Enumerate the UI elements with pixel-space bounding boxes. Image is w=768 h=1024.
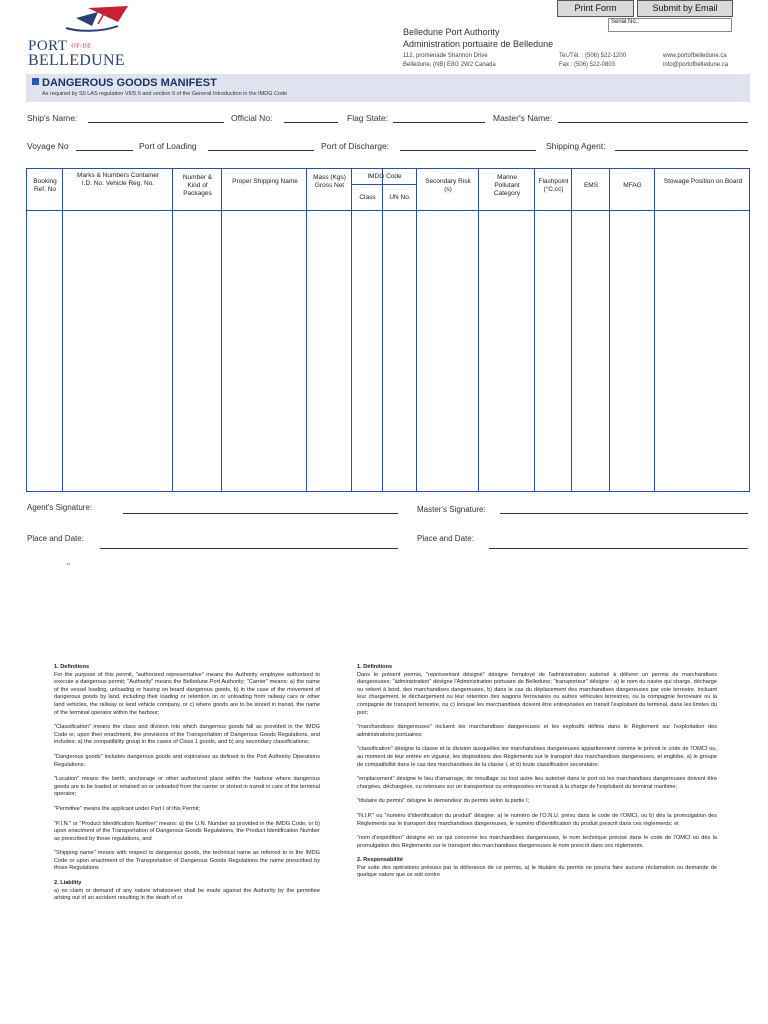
table-column-mass[interactable] xyxy=(307,169,352,491)
terms-paragraph xyxy=(54,724,320,747)
terms-text: "Location" means the berth, anchorage or other authorized place within the harbour where dangerous goods are to be loaded or retained on or unloaded from the carrier or stored in transit in care of the terminal operator; xyxy=(54,776,320,798)
header-marine-pollutant: Marine Pollutant Category xyxy=(493,174,521,197)
authority-phone: Tel./Tél. : (506) 522-1200 Fax : (506) 522-0803 xyxy=(559,53,627,68)
header-mfag: MFAG xyxy=(623,182,642,189)
flag-state-input[interactable] xyxy=(393,113,485,123)
port-of-discharge-input[interactable] xyxy=(400,141,536,151)
ships-name-label: Ship's Name: xyxy=(27,113,78,123)
terms-text: Par suite des opérations prévues par la délivrance de ce permis, a) le titulaire du permis ne pourra faire aucune réclamation ou demande de quelque nature que ce soit contre xyxy=(357,864,717,879)
header-booking: Booking Ref. No xyxy=(33,178,57,193)
terms-english xyxy=(54,664,320,910)
ships-name-input[interactable] xyxy=(88,113,224,123)
terms-text: Dans le présent permis, "représentant désigné" désigne l'employé de l'administration autorisé à délivrer un permis de marchandises dangereuses; "administration" désigne l'Administration portuaire de Belledune; "transporteur" désigne : a) le nom du navire qui charge, décharge ou retient à bord, des marchandises dangereuses, b) dans le cas du déplacement des marchandises dangereuses par voie terrestre, incluant leur chargement, le déchargement ou leur rétention des wagons ferroviaires ou autres véhicules terrestres, ou la compagnie ferroviaire ou la compagnie de transport terrestre, ou c) lorsque les marchandises doivent être entreposées en transit l'exploitant du terminal, dans les limites du port; xyxy=(357,671,717,716)
terms-paragraph xyxy=(54,850,320,873)
terms-paragraph xyxy=(357,776,717,791)
header-flashpoint: Flashpoint (°C.cc) xyxy=(538,178,569,193)
title-square-icon xyxy=(32,78,39,85)
masters-name-input[interactable] xyxy=(558,113,748,123)
terms-text: "P.I.N." or "Product Identification Number" means: a) the U.N. Number as provided in the IMDG Code, or b) upon enactment of the Transportation of Dangerous Goods Regulations, the Product Identification Number as prescribed by those regulations, and xyxy=(54,820,320,842)
imdg-divider xyxy=(352,184,417,185)
header-marks: Marks & Numbers Container I.D. No. Vehicle Reg. No. xyxy=(77,172,159,187)
header-un-no: UN No. xyxy=(389,194,411,201)
header-class: Class xyxy=(359,194,376,201)
terms-heading: 1. Définitions xyxy=(357,664,393,670)
terms-paragraph xyxy=(54,821,320,844)
header-shipping-name: Proper Shipping Name xyxy=(232,178,298,185)
port-of-loading-label: Port of Loading xyxy=(139,141,197,151)
terms-paragraph xyxy=(357,724,717,739)
dangerous-goods-table xyxy=(26,168,750,492)
terms-text: a) no claim or demand of any nature whatsoever shall be made against the Authority by the permittee arising out of an accident resulting in the death of or xyxy=(54,887,320,902)
table-column-packages[interactable] xyxy=(173,169,222,491)
terms-heading: 1. Definitions xyxy=(54,664,90,670)
table-column-marks[interactable] xyxy=(63,169,173,491)
terms-heading: 2. Responsabilité xyxy=(357,857,404,864)
official-no-label: Official No: xyxy=(231,113,273,123)
terms-text: "N.I.P." ou "numéro d'identification du produit" désigne: a) le numéro de l'O.N.U. prévu dans le code de l'OMCI, ou b) dès la promulgation des Règlements sur le transport des marchandises dangereuses, le numéro d'identification du produit prescrit dans ces règlements; et xyxy=(357,812,717,827)
place-date-input-left[interactable] xyxy=(100,548,398,549)
terms-paragraph xyxy=(54,880,320,903)
terms-text: "Shipping name" means with respect to dangerous goods, the technical name as referred to in the IMDG Code or upon enactment of the Transportation of Dangerous Goods Regulations the name prescribed by those Regulations xyxy=(54,850,320,872)
table-column-booking[interactable] xyxy=(27,169,63,491)
terms-paragraph xyxy=(54,806,320,814)
place-date-label-left: Place and Date: xyxy=(27,534,84,543)
terms-paragraph xyxy=(357,813,717,828)
terms-paragraph xyxy=(54,754,320,769)
table-column-un-no[interactable] xyxy=(383,169,417,491)
shipping-agent-input[interactable] xyxy=(615,141,748,151)
master-signature-label: Master's Signature: xyxy=(417,505,486,514)
terms-paragraph xyxy=(357,746,717,769)
terms-text: "Permittee" means the applicant under Part I of this Permit; xyxy=(54,805,201,812)
terms-paragraph xyxy=(357,798,717,806)
terms-text: "classification" désigne la classe et la division auxquelles les marchandises dangereuses appartiennent comme le prévoit le code de l'OMCI ou, au moment de leur entrée en vigueur, les dispositions des Règlements sur le transport des marchandises dangereuses, et englobe, a) le groupe de compatibilité dans le cas des marchandises de la classe I, et b) toute classification secondaire; xyxy=(357,746,717,768)
terms-text: "Dangerous goods" includes dangerous goods and explosives as defined in the Port Authority Operations Regulations; xyxy=(54,753,320,768)
place-date-input-right[interactable] xyxy=(489,548,748,549)
terms-french xyxy=(357,664,717,887)
voyage-no-input[interactable] xyxy=(76,141,133,151)
title-band xyxy=(26,74,750,102)
page-subtitle: As required by S0 LAS regulation VII/5.5 and section 9 of the General Introduction in the IMDG Code xyxy=(42,91,288,97)
terms-paragraph xyxy=(357,664,717,717)
submit-by-email-button[interactable]: Submit by Email xyxy=(637,0,733,17)
authority-address: 112, promenade Shannon Drive Belledune, (NB) E8G 2W2 Canada xyxy=(403,53,496,68)
terms-text: "titulaire du permis" désigne le demandeur du permis selon la partie I; xyxy=(357,798,530,805)
agent-signature-input[interactable] xyxy=(123,513,398,514)
terms-heading: 2. Liability xyxy=(54,880,82,887)
terms-paragraph xyxy=(357,857,717,880)
serial-no-field[interactable]: Serial No.: xyxy=(608,18,732,32)
masters-name-label: Master's Name: xyxy=(493,113,553,123)
table-column-class[interactable] xyxy=(352,169,383,491)
terms-text: For the purpose of this permit, "authorized representative" means the Authority employee authorized to execute a dangerous permit; "Authority" means the Belledune Port Authority; "Carrier" means: a) the name of the vessel loading, unloading or having on board dangerous goods, b) in the case of the movement of dangerous goods by land, including their loading or retention on or unloading from railway cars or other land vehicles, the railway or land vehicle company, or c) where goods are to be stored in transit, the name of the terminal operator within the harbour; xyxy=(54,671,320,716)
port-of-discharge-label: Port of Discharge: xyxy=(321,141,390,151)
table-column-secondary-risk[interactable] xyxy=(417,169,479,491)
port-of-loading-input[interactable] xyxy=(208,141,314,151)
header-imdg-code: IMDG Code xyxy=(367,173,402,180)
terms-text: "Classification" means the class and division into which dangerous goods fall as provided in the IMDG Code or, upon their enactment, the provisions of the Transportation of Dangerous Goods Regulations, and includes: a) the compatibility group in the cases of Class 1 goods, and b) any secondary classifications; xyxy=(54,724,320,746)
print-form-button[interactable]: Print Form xyxy=(557,0,634,17)
official-no-input[interactable] xyxy=(284,113,338,123)
agent-signature-label: Agent's Signature: xyxy=(27,503,93,512)
terms-text: "nom d'expédition" désigne en ce qui concerne les marchandises dangereuses, le nom technique précisé dans le code de l'OMCI où dès la promulgation des Règlements sur le transport des marchandises dangereuses le nom prescrit dans ces règlements. xyxy=(357,835,717,849)
terms-paragraph xyxy=(54,664,320,717)
header-stowage: Stowage Position on Board xyxy=(663,178,743,185)
terms-text: "emplacement" désigne le lieu d'amarrage, de mouillage ou tout autre lieu autorisé dans le port où les marchandises dangereuses doivent être chargées, déchargées, ou retenues sur un transporteur ou entreposées en transit à la charge de l'exploitant du terminal maritime; xyxy=(357,776,717,790)
page-title: DANGEROUS GOODS MANIFEST xyxy=(32,77,217,89)
port-logo xyxy=(28,4,138,69)
terms-text: "marchandises dangereuses" incluent les marchandises dangereuses et les explosifs définis dans le Règlement sur l'exploitation des administrations portuaires; xyxy=(357,724,717,738)
flag-state-label: Flag State: xyxy=(347,113,389,123)
shipping-agent-label: Shipping Agent: xyxy=(546,141,606,151)
header-mass: Mass (Kgs) Gross Net xyxy=(313,174,346,189)
table-column-shipping-name[interactable] xyxy=(222,169,307,491)
table-column-flashpoint[interactable] xyxy=(535,169,572,491)
table-column-marine-pollutant[interactable] xyxy=(479,169,535,491)
logo-text-port: PORT OF/DE xyxy=(28,38,92,54)
header-packages: Number & Kind of Packages xyxy=(182,174,213,197)
terms-paragraph xyxy=(357,835,717,850)
header-ems: EMS xyxy=(583,182,599,189)
table-column-mfag[interactable] xyxy=(610,169,655,491)
red-mark: " xyxy=(67,562,70,571)
table-column-ems[interactable] xyxy=(572,169,610,491)
logo-text-belledune: BELLEDUNE xyxy=(28,52,125,69)
authority-web: www.portofbelledune.ca info@portofbelledune.ca xyxy=(663,53,729,68)
master-signature-input[interactable] xyxy=(500,513,748,514)
voyage-no-label: Voyage No xyxy=(27,141,69,151)
header-secondary-risk: Secondary Risk (s) xyxy=(425,178,471,193)
authority-name: Belledune Port Authority Administration portuaire de Belledune xyxy=(403,27,554,49)
ship-crane-logo-icon xyxy=(58,4,130,38)
place-date-label-right: Place and Date: xyxy=(417,534,474,543)
terms-paragraph xyxy=(54,776,320,799)
